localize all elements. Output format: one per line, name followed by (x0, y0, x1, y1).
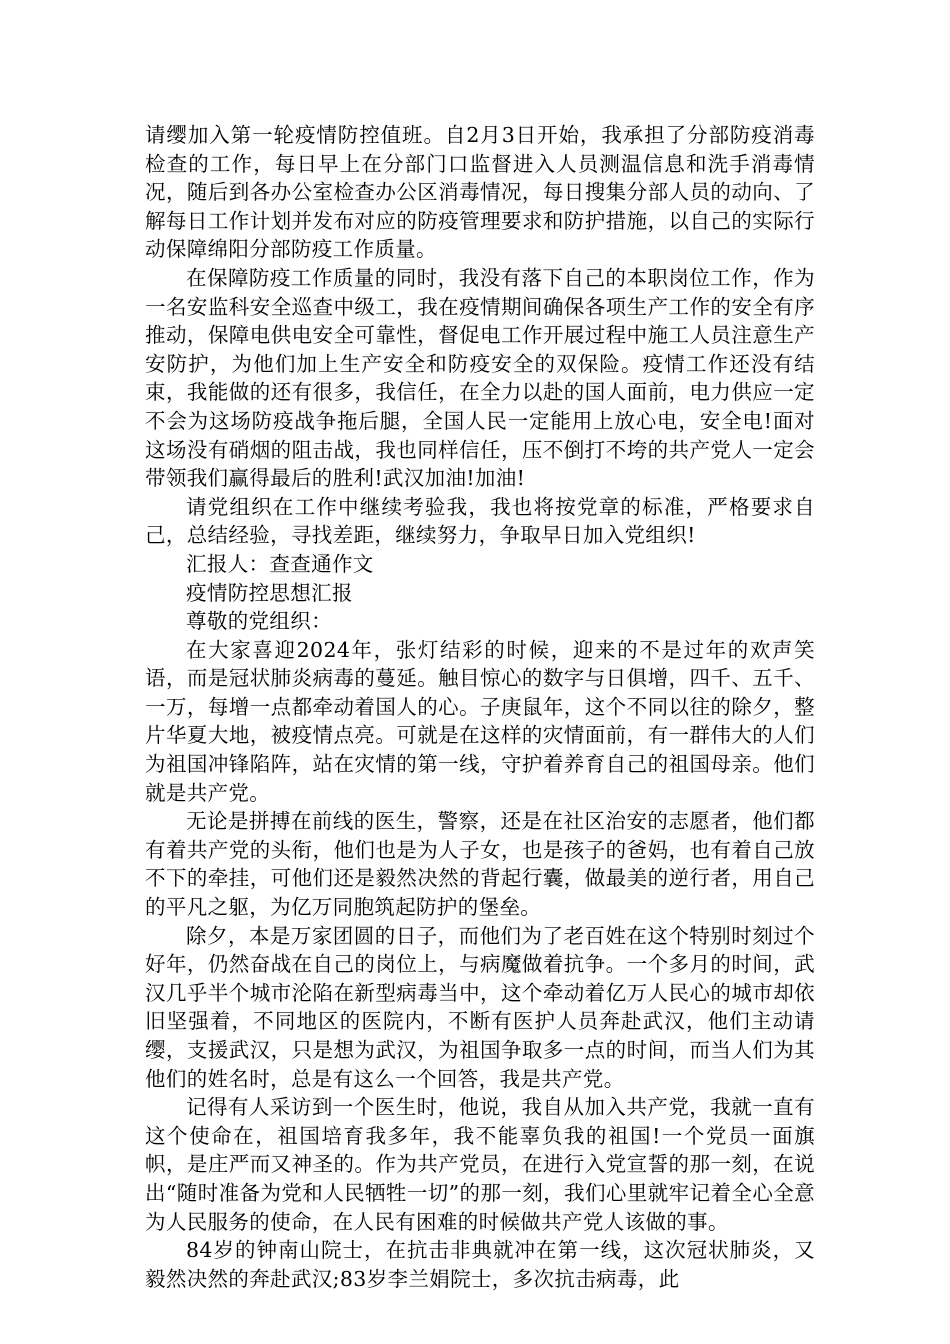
paragraph-1: 请缨加入第一轮疫情防控值班。自2月3日开始，我承担了分部防疫消毒检查的工作，每日早上在分部门口监督进入人员测温信息和洗手消毒情况，随后到各办公室检查办公区消毒情况，每日搜集分部人员的动向、了解每日工作计划并发布对应的防疫管理要求和防护措施，以自己的实际行动保障绵阳分部防疫工作质量。 (145, 123, 815, 262)
document-title: 疫情防控思想汇报 (186, 580, 353, 605)
paragraph-9: 除夕，本是万家团圆的日子，而他们为了老百姓在这个特别时刻过个好年，仍然奋战在自己的岗位上，与病魔做着抗争。一个多月的时间，武汉几乎半个城市沦陷在新型病毒当中，这个牵动着亿万人民心的城市却依旧坚强着，不同地区的医院内，不断有医护人员奔赴武汉，他们主动请缨，支援武汉，只是想为武汉，为祖国争取多一点的时间，而当人们为其他们的姓名时，总是有这么一个回答，我是共产党。 (145, 923, 815, 1091)
paragraph-2: 在保障防疫工作质量的同时，我没有落下自己的本职岗位工作，作为一名安监科安全巡查中级工，我在疫情期间确保各项生产工作的安全有序推动，保障电供电安全可靠性，督促电工作开展过程中施工人员注意生产安防护，为他们加上生产安全和防疫安全的双保险。疫情工作还没有结束，我能做的还有很多，我信任，在全力以赴的国人面前，电力供应一定不会为这场防疫战争拖后腿，全国人民一定能用上放心电，安全电!面对这场没有硝烟的阻击战，我也同样信任，压不倒打不垮的共产党人一定会带领我们赢得最后的胜利!武汉加油!加油! (145, 265, 815, 491)
paragraph-3: 请党组织在工作中继续考验我，我也将按党章的标准，严格要求自己，总结经验，寻找差距，继续努力，争取早日加入党组织! (145, 494, 815, 548)
document-page (145, 121, 815, 1293)
paragraph-11: 84岁的钟南山院士，在抗击非典就冲在第一线，这次冠状肺炎，又毅然决然的奔赴武汉;83岁李兰娟院士，多次抗击病毒，此 (145, 1238, 815, 1291)
paragraph-8: 无论是拼搏在前线的医生，警察，还是在社区治安的志愿者，他们都有着共产党的头衔，他们也是为人子女，也是孩子的爸妈，也有着自己放不下的牵挂，可他们还是毅然决然的背起行囊，做最美的逆行者，用自己的平凡之躯，为亿万同胞筑起防护的堡垒。 (145, 809, 815, 920)
reporter-line: 汇报人：查查通作文 (186, 551, 374, 576)
paragraph-7: 在大家喜迎2024年，张灯结彩的时候，迎来的不是过年的欢声笑语，而是冠状肺炎病毒的蔓延。触目惊心的数字与日俱增，四千、五千、一万，每增一点都牵动着国人的心。子庚鼠年，这个不同以往的除夕，整片华夏大地，被疫情点亮。可就是在这样的灾情面前，有一群伟大的人们为祖国冲锋陷阵，站在灾情的第一线，守护着养育自己的祖国母亲。他们就是共产党。 (145, 637, 815, 805)
salutation: 尊敬的党组织： (186, 609, 332, 634)
paragraph-10: 记得有人采访到一个医生时，他说，我自从加入共产党，我就一直有这个使命在，祖国培育我多年，我不能辜负我的祖国!一个党员一面旗帜，是庄严而又神圣的。作为共产党员，在进行入党宣誓的那一刻，在说出“随时准备为党和人民牺牲一切”的那一刻，我们心里就牢记着全心全意为人民服务的使命，在人民有困难的时候做共产党人该做的事。 (145, 1095, 815, 1234)
